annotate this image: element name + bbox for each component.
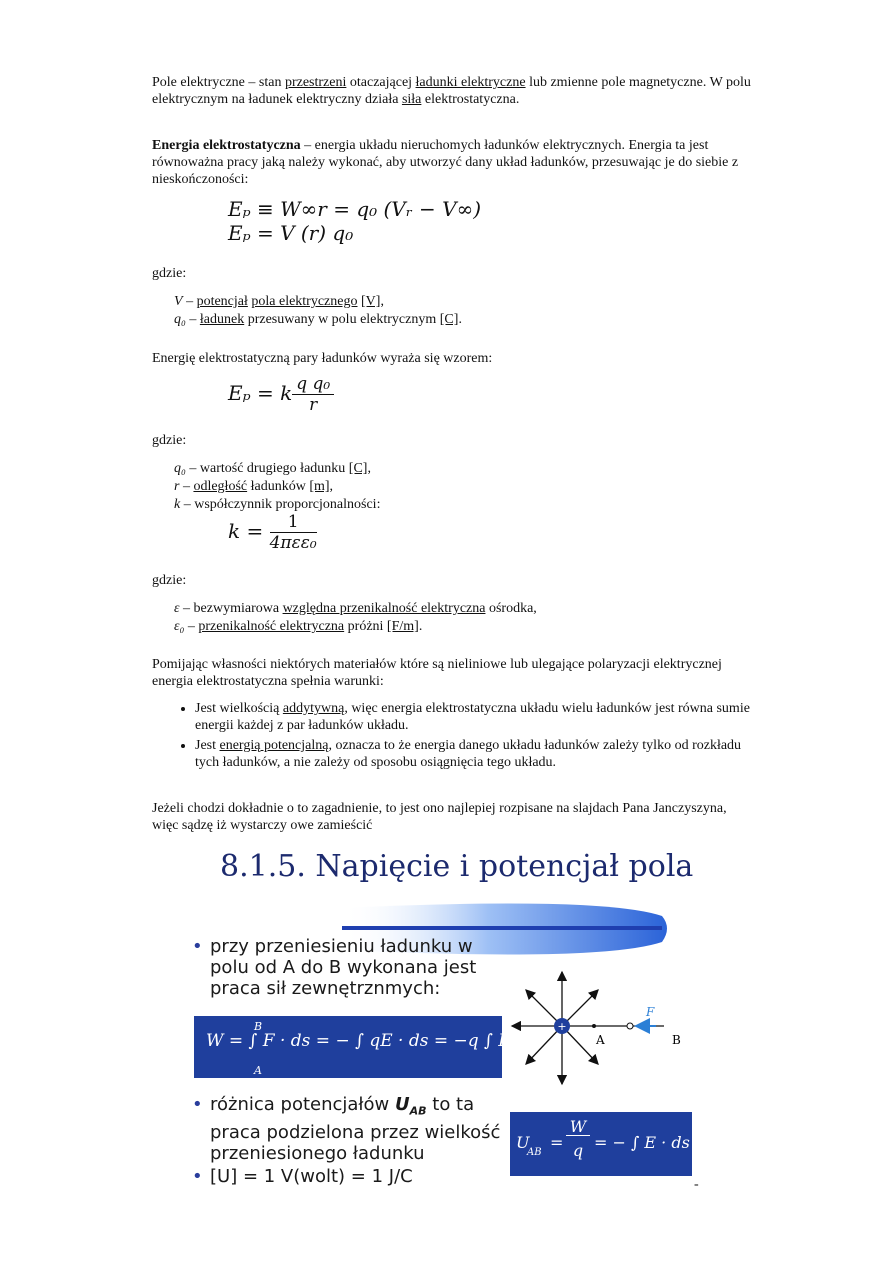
eq3-denominator: r [309,395,318,415]
gdzie-1: gdzie: [152,266,187,281]
dash: – [184,619,199,634]
slide-bullet-1 [192,936,510,999]
dash: – [182,294,197,309]
point-a [592,1024,596,1028]
slide-bullet-1-text: przy przeniesieniu ładunku w polu od A do B wykonana jest praca sił zewnętrznmych: [210,936,477,999]
symbol-r: r [174,479,180,494]
equation-4 [228,512,317,553]
uab-formula-box [510,1112,692,1176]
slide-dash: - [694,1177,699,1192]
label-f: F [646,1005,655,1019]
pair-energy-text: Energię elektrostatyczną pary ładunków wyraża się wzorem: [152,351,493,366]
link-ladunki-elektryczne[interactable]: ładunki elektryczne [415,75,526,90]
intro-text-1: Pole elektryczne – stan [152,75,285,90]
slide-bullet-3 [192,1166,510,1187]
equation-3 [228,374,334,415]
test-charge [627,1023,633,1029]
definition-k [174,496,380,513]
slide-bullet-3-text: [U] = 1 V(wolt) = 1 J/C [210,1166,413,1187]
symbol-epsilon0: ε₀ [174,619,185,634]
eq3-fraction [292,374,334,415]
dash: – [185,312,200,327]
slide-bullet-2-text: różnica potencjałów [210,1094,396,1115]
punct: . [458,312,462,327]
symbol-v: V [174,294,183,309]
integral-limit-top: B [254,1020,263,1033]
definition-epsilon [174,600,537,617]
eq3-numerator: q q₀ [292,374,334,395]
label-a: A [596,1033,605,1047]
eq4-numerator: 1 [270,512,317,533]
uab-subscript: AB [527,1147,542,1158]
definition-text: – wartość drugiego ładunku [185,461,349,476]
definition-text: – współczynnik proporcjonalności: [180,497,381,512]
symbol-epsilon: ε [174,601,180,616]
work-formula-box [194,1016,547,1078]
link-ladunek[interactable]: ładunek [199,312,245,327]
definition-q0-2 [174,460,371,477]
definition-text: próżni [344,619,387,634]
link-unit-fm[interactable]: [F/m] [386,619,419,634]
equation-1: Eₚ ≡ W∞r = q₀ (Vᵣ − V∞) [228,197,482,221]
punct: , [329,479,334,494]
bullet-dot: • [192,1094,203,1115]
intro-paragraph [152,74,752,108]
link-unit-c[interactable]: [C] [348,461,368,476]
link-odleglosc[interactable]: odległość [193,479,248,494]
uab-lhs: U [516,1133,530,1152]
intro-text-2: otaczającej [346,75,416,90]
eq4-denominator: 4πεε₀ [269,533,317,553]
slide-title: 8.1.5. Napięcie i potencjał pola [220,849,694,884]
link-wzgledna-przenikalnosc[interactable]: względna przenikalność elektryczna [282,601,486,616]
energy-heading: Energia elektrostatyczna [152,138,301,153]
intro-text-3: lub zmienne pole magnetyczne. W polu elektrycznym na ładunek elektryczny działa [152,75,751,107]
bullet-text: , więc energia elektrostatyczna układu wielu ładunków jest równa sumie energii każdej z par ładunków układu. [195,701,750,733]
gdzie-2: gdzie: [152,433,187,448]
definition-text: przesuwany w polu elektrycznym [244,312,440,327]
integral-limit-bottom: A [254,1064,262,1077]
conditions-text: Pomijając własności niektórych materiałów które są nieliniowe lub ulegające polaryzacji elektrycznej energia elektrostatyczna spełnia warunki: [152,657,722,689]
symbol-k: k [174,497,181,512]
subscript-ab: AB [409,1104,427,1118]
slide-bullet-2-text-end: to ta praca podzielona przez wielkość przeniesionego ładunku [210,1094,501,1164]
closing-text: Jeżeli chodzi dokładnie o to zagadnienie, to jest ono najlepiej rozpisane na slajdach Pana Janczyszyna, więc sądzę iż wystarczy owe zamieścić [152,801,727,833]
work-formula: W = ∫ F · ds = − ∫ qE · ds = −q ∫ E · ds [206,1031,547,1051]
intro-text-4: elektrostatyczna. [421,92,520,107]
bullet-text: , oznacza to że energia danego układu ładunków zależy tylko od rozkładu tych ładunków, a nie zależy od sposobu osiągnięcia tego układu. [195,738,742,770]
label-b: B [672,1033,681,1047]
link-unit-c[interactable]: [C] [439,312,459,327]
list-item [195,700,765,734]
equals: = [550,1133,564,1152]
link-addytywna[interactable]: addytywną [282,701,345,716]
slide-image [172,850,712,1190]
link-potencjal[interactable]: potencjał [196,294,248,309]
link-energia-potencjalna[interactable]: energią potencjalną [219,738,329,753]
bullet-text: Jest [195,738,220,753]
definition-q0 [174,311,462,328]
definition-text: – bezwymiarowa [179,601,283,616]
link-przenikalnosc-elektryczna[interactable]: przenikalność elektryczna [198,619,345,634]
definition-v [174,293,384,310]
conditions-list [175,700,765,774]
symbol-q0: q₀ [174,312,186,327]
symbol-q0: q₀ [174,461,186,476]
link-sila[interactable]: siła [401,92,422,107]
plus-sign: + [557,1020,567,1033]
equation-2: Eₚ = V (r) q₀ [228,221,354,245]
definition-text: ośrodka, [485,601,537,616]
list-item [195,737,765,771]
definition-epsilon0 [174,618,422,635]
energy-paragraph [152,137,752,188]
uab-rhs: = − ∫ E · ds [594,1133,690,1152]
symbol-u: U [395,1094,410,1115]
link-unit-v[interactable]: [V] [361,294,381,309]
punct: , [367,461,371,476]
definition-text: ładunków [247,479,310,494]
field-diagram [504,964,704,1114]
gdzie-3: gdzie: [152,573,187,588]
link-przestrzeni[interactable]: przestrzeni [284,75,347,90]
uab-numerator: W [566,1118,590,1136]
eq4-fraction [270,512,317,553]
eq3-lhs: Eₚ = k [228,381,293,405]
punct: . [418,619,423,634]
bullet-dot: • [192,1166,203,1187]
energy-text: – energia układu nieruchomych ładunków elektrycznych. Energia ta jest równoważna pracy jaką należy wykonać, aby utworzyć dany układ ładunków, przesuwając je do siebie z nieskończoności: [152,138,739,187]
slide-bullet-2 [192,1094,510,1164]
uab-denominator: q [572,1141,584,1160]
link-unit-m[interactable]: [m] [309,479,330,494]
definition-r [174,478,333,495]
punct: , [380,294,384,309]
eq4-lhs: k = [228,519,264,543]
link-pola-elektrycznego[interactable]: pola elektrycznego [251,294,358,309]
dash: – [179,479,194,494]
bullet-dot: • [192,936,203,957]
bullet-text: Jest wielkością [195,701,283,716]
